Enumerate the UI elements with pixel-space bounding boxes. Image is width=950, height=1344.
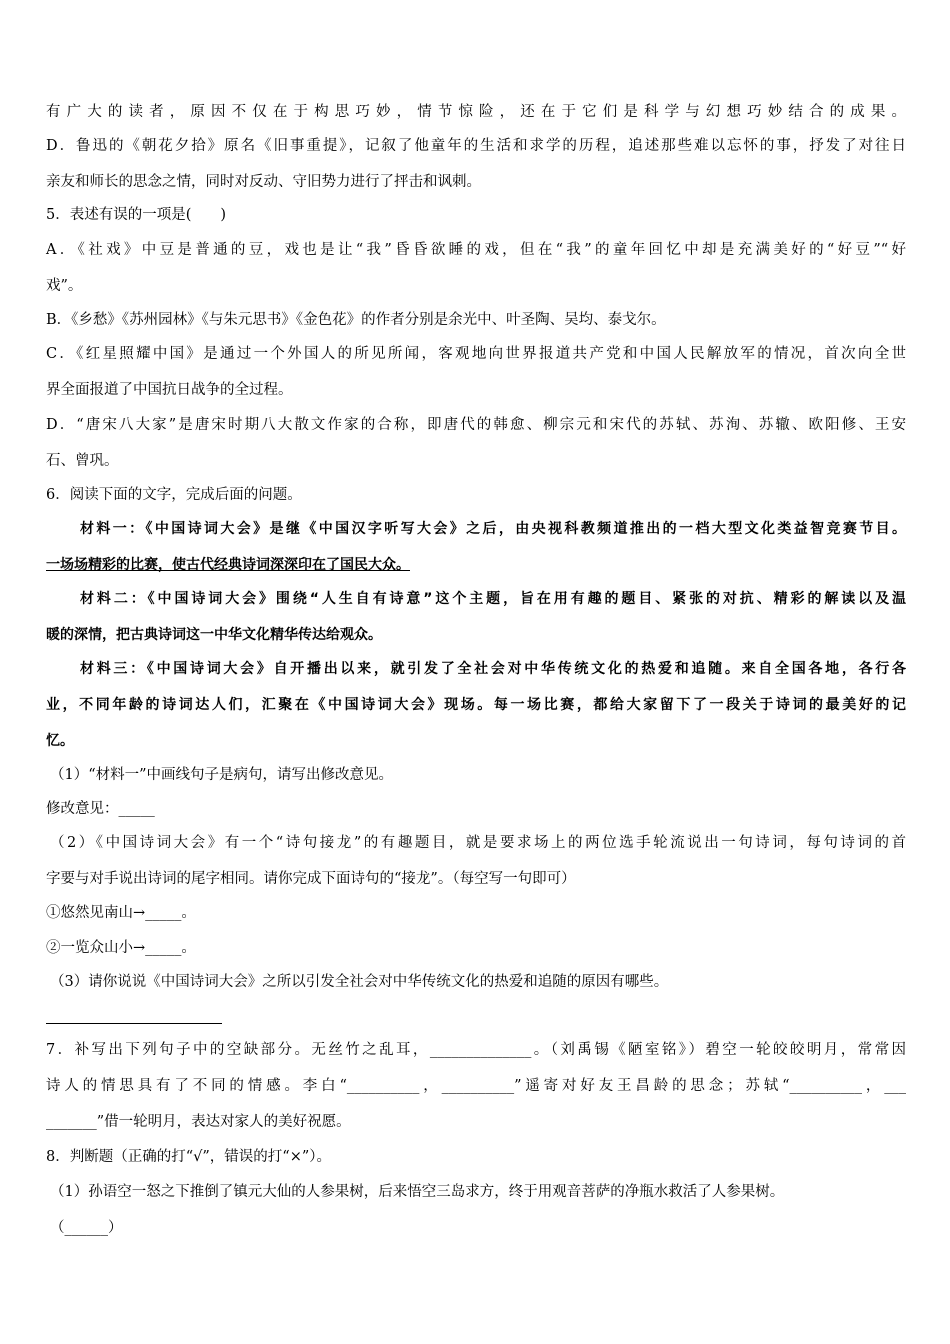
question-5-title: 5．表述有误的一项是( ) [46, 207, 227, 223]
sub-question-3: （3）请你说说《中国诗词大会》之所以引发全社会对中华传统文化的热爱和追随的原因有哪些。 [50, 974, 669, 990]
text-line: 亲友和师长的思念之情，同时对反动、守旧势力进行了抨击和讽刺。 [46, 174, 481, 190]
option-c-line: C．《红星照耀中国》是通过一个外国人的所见所闻，客观地向世界报道共产党和中国人民解放军的情况，首次向全世 [46, 346, 906, 362]
material-2-line: 暖的深情，把古典诗词这一中华文化精华传达给观众。 [46, 627, 382, 643]
question-8-title: 8．判断题（正确的打“√”，错误的打“×”）。 [46, 1149, 332, 1165]
material-3-line: 业，不同年龄的诗词达人们，汇聚在《中国诗词大会》现场。每一场比赛，都给大家留下了一段关于诗词的最美好的记 [46, 697, 906, 713]
sub-question-1: （1）“材料一”中画线句子是病句，请写出修改意见。 [50, 767, 394, 783]
question-7-line: 7．补写出下列句子中的空缺部分。无丝竹之乱耳，______________。（刘禹锡《陋室铭》）碧空一轮皎皎明月，常常因 [46, 1042, 906, 1058]
material-3-line: 材料三：《中国诗词大会》自开播出以来，就引发了全社会对中华传统文化的热爱和追随。来自全国各地，各行各 [80, 661, 906, 677]
question-7-line: _______”借一轮明月，表达对家人的美好祝愿。 [46, 1114, 351, 1130]
answer-line[interactable] [46, 1023, 222, 1024]
option-d-line: D．“唐宋八大家”是唐宋时期八大散文作家的合称，即唐代的韩愈、柳宗元和宋代的苏轼、苏洵、苏辙、欧阳修、王安 [46, 417, 906, 433]
text-line: D．鲁迅的《朝花夕拾》原名《旧事重提》，记叙了他童年的生活和求学的历程，追述那些难以忘怀的事，抒发了对往日 [46, 138, 906, 154]
sub-question-2-line: 字要与对手说出诗词的尾字相同。请你完成下面诗句的“接龙”。（每空写一句即可） [46, 871, 576, 887]
option-d-line: 石、曾巩。 [46, 453, 119, 469]
text-line: 有广大的读者，原因不仅在于构思巧妙，情节惊险，还在于它们是科学与幻想巧妙结合的成果。 [46, 104, 906, 120]
answer-blank[interactable]: 修改意见：_____ [46, 801, 155, 817]
material-3-line: 忆。 [46, 733, 74, 749]
material-1-line: 材料一：《中国诗词大会》是继《中国汉字听写大会》之后，由央视科教频道推出的一档大型文化类益智竞赛节目。 [80, 521, 906, 537]
question-6-title: 6．阅读下面的文字，完成后面的问题。 [46, 487, 302, 503]
question-7-line: 诗人的情思具有了不同的情感。李白“__________，__________”遥寄对好友王昌龄的思念；苏轼“__________，___ [46, 1078, 906, 1094]
sub-question-2-line: （2）《中国诗词大会》有一个“诗句接龙”的有趣题目，就是要求场上的两位选手轮流说出一句诗词，每句诗词的首 [50, 835, 906, 851]
poem-chain-1[interactable]: ①悠然见南山→_____。 [46, 905, 196, 921]
question-8-item-1: （1）孙语空一怒之下推倒了镇元大仙的人参果树，后来悟空三岛求方，终于用观音菩萨的净瓶水救活了人参果树。 [50, 1184, 785, 1200]
underlined-sentence: 一场场精彩的比赛，使古代经典诗词深深印在了国民大众。 [46, 557, 410, 573]
poem-chain-2[interactable]: ②一览众山小→_____。 [46, 940, 196, 956]
material-2-line: 材料二：《中国诗词大会》围绕“人生自有诗意”这个主题，旨在用有趣的题目、紧张的对抗、精彩的解读以及温 [80, 591, 906, 607]
option-c-line: 界全面报道了中国抗日战争的全过程。 [46, 382, 293, 398]
option-a-line: 戏”。 [46, 278, 83, 294]
option-a-line: A．《社戏》中豆是普通的豆，戏也是让“我”昏昏欲睡的戏，但在“我”的童年回忆中却是充满美好的“好豆”“好 [46, 242, 906, 258]
option-b: B．《乡愁》《苏州园林》《与朱元思书》《金色花》的作者分别是余光中、叶圣陶、吴均、泰戈尔。 [46, 312, 666, 328]
answer-bracket[interactable]: （______） [50, 1220, 123, 1236]
